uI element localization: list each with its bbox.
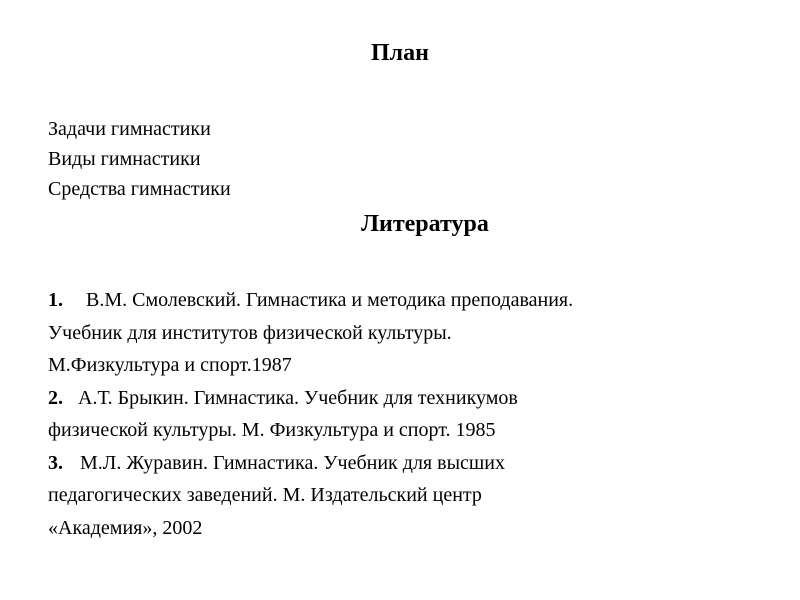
literature-item-text: А.Т. Брыкин. Гимнастика. Учебник для техникумов xyxy=(78,386,518,409)
literature-item-number: 1. xyxy=(48,289,63,311)
literature-item-text: Учебник для институтов физической культуры. xyxy=(48,321,452,344)
literature-item-3 xyxy=(48,447,768,545)
literature-item-number: 2. xyxy=(48,386,63,409)
literature-item-text: В.М. Смолевский. Гимнастика и методика преподавания. xyxy=(86,289,574,311)
literature-item-text: М.Л. Журавин. Гимнастика. Учебник для высших xyxy=(80,451,505,474)
plan-item-means: Средства гимнастики xyxy=(48,178,231,200)
literature-item-text: физической культуры. М. Физкультура и спорт. 1985 xyxy=(48,419,496,441)
plan-item-types: Виды гимнастики xyxy=(48,148,201,170)
literature-item-1 xyxy=(48,284,768,382)
literature-item-number: 3. xyxy=(48,451,63,474)
plan-title: План xyxy=(371,40,429,66)
literature-item-2 xyxy=(48,382,768,447)
literature-title: Литература xyxy=(361,211,489,237)
literature-item-text: педагогических заведений. М. Издательский центр xyxy=(48,484,482,506)
plan-item-tasks: Задачи гимнастики xyxy=(48,118,211,140)
literature-item-text: «Академия», 2002 xyxy=(48,516,203,539)
literature-list xyxy=(48,284,768,544)
plan-list xyxy=(48,114,231,204)
literature-item-text: М.Физкультура и спорт.1987 xyxy=(48,354,292,376)
